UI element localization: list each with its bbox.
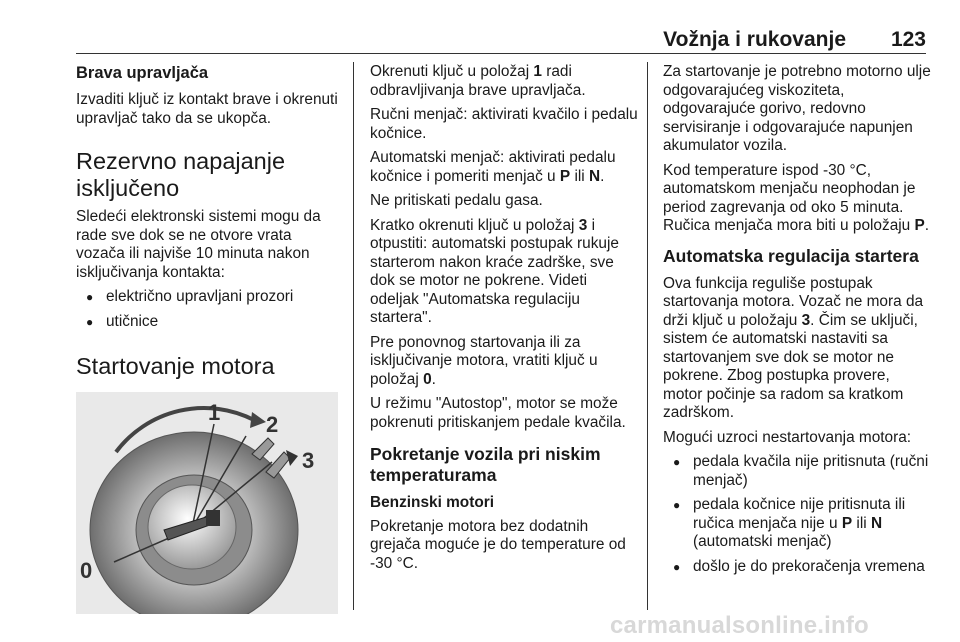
bold-run: N (870, 514, 883, 532)
subsection-title-petrol: Benzinski motori (370, 494, 494, 511)
column-3 (663, 63, 933, 582)
section-title-steering-lock: Brava upravljača (76, 64, 209, 82)
list-item: ● utičnice (76, 313, 344, 332)
list-item: ● pedala kvačila nije pritisnuta (ručni menjač) (663, 453, 933, 490)
text-run: . (924, 217, 930, 234)
bold-run: P (914, 217, 925, 234)
header-divider (76, 53, 926, 54)
paragraph (370, 63, 638, 100)
figure-label-2: 2 (266, 412, 279, 437)
paragraph: Ne pritiskati pedalu gasa. (370, 192, 543, 209)
chapter-title: Vožnja i rukovanje (663, 28, 846, 51)
text-run: Kod temperature ispod -30 °C, automatskom menjaču neophodan je period zagrevanja od oko 5 minuta. Ručica menjača mora biti u položaju (663, 161, 916, 234)
paragraph: Ručni menjač: aktivirati kvačilo i pedalu kočnice. (370, 106, 638, 142)
text-run: Automatski menjač: aktivirati pedalu kočnice i pomeriti menjač u (370, 149, 616, 185)
bold-run: 1 (533, 63, 542, 80)
text-run: Kratko okrenuti ključ u položaj (370, 216, 579, 234)
section-title-retained-power: Rezervno napajanje isključeno (76, 148, 286, 201)
text-run: . Čim se uključi, sistem će automatski nastaviti sa startovanjem sve dok se motor ne pokrene. Zbog postupka provere, motor počinje sa radom sa kratkom zadrškom. (663, 311, 918, 421)
text-run: Ova funkcija reguliše postupak startovanja motora. Vozač ne mora da drži ključ u položaju (663, 274, 924, 329)
bullet-list (663, 453, 933, 576)
column-divider-2 (647, 62, 648, 610)
paragraph (663, 162, 933, 236)
page-header (76, 28, 926, 52)
paragraph: Izvaditi ključ iz kontakt brave i okrenuti upravljač tako da se ukopča. (76, 91, 338, 127)
section-title-starting-engine: Startovanje motora (76, 353, 275, 379)
paragraph: U režimu "Autostop", motor se može pokrenuti pritiskanjem pedale kvačila. (370, 395, 626, 431)
watermark: carmanualsonline.info (610, 612, 869, 639)
text-run: Pre ponovnog startovanja ili za isključivanje motora, vratiti ključ u položaj (370, 333, 598, 388)
bullet-list (76, 288, 344, 331)
text-run: i otpustiti: automatski postupak rukuje starterom nakon kraće zadrške, sve dok se motor ne pokrene. Videti odeljak "Automatska regulaciju startera". (370, 216, 619, 326)
paragraph (370, 149, 638, 186)
paragraph: Za startovanje je potrebno motorno ulje odgovarajućeg viskoziteta, odgovarajuće gorivo, redovno servisiranje i odgovarajuće napunjen akumulator vozila. (663, 63, 931, 154)
bold-run: 0 (423, 370, 432, 388)
paragraph: Sledeći elektronski sistemi mogu da rade sve dok se ne otvore vrata vozača ili najviše 10 minuta nakon isključivanja kontakta: (76, 208, 321, 281)
ignition-key-illustration (76, 392, 338, 614)
text-run: pedala kočnice nije pritisnuta ili ručica menjača nije u (693, 496, 906, 532)
list-item: ● električno upravljani prozori (76, 288, 344, 307)
text-run: . (431, 370, 436, 388)
paragraph: Pokretanje motora bez dodatnih grejača moguće je do temperature od -30 °C. (370, 517, 626, 572)
section-title-low-temperature: Pokretanje vozila pri niskim temperaturama (370, 444, 601, 485)
text-run: . (600, 167, 605, 185)
list-item (663, 496, 933, 552)
page-number: 123 (890, 28, 926, 51)
bold-run: 3 (801, 311, 811, 329)
column-1 (76, 63, 344, 620)
text-run: radi odbravljivanja brave upravljača. (370, 63, 586, 99)
bold-run: P (559, 167, 571, 185)
column-divider-1 (353, 62, 354, 610)
text-run: (automatski menjač) (693, 533, 832, 550)
figure-label-0: 0 (80, 558, 93, 583)
text-run: ili (852, 514, 871, 532)
text-run: Okrenuti ključ u položaj (370, 63, 534, 80)
paragraph (370, 334, 638, 390)
figure-label-3: 3 (302, 448, 315, 473)
list-item: ● došlo je do prekoračenja vremena (663, 558, 933, 577)
figure-label-1: 1 (208, 400, 221, 425)
bold-run: N (588, 167, 601, 185)
paragraph: Mogući uzroci nestartovanja motora: (663, 428, 912, 446)
column-2 (370, 63, 638, 579)
section-title-auto-starter: Automatska regulacija startera (663, 245, 919, 266)
bold-run: 3 (578, 216, 588, 234)
paragraph (370, 217, 638, 328)
paragraph (663, 275, 933, 423)
bold-run: P (841, 514, 853, 532)
text-run: ili (570, 167, 589, 185)
